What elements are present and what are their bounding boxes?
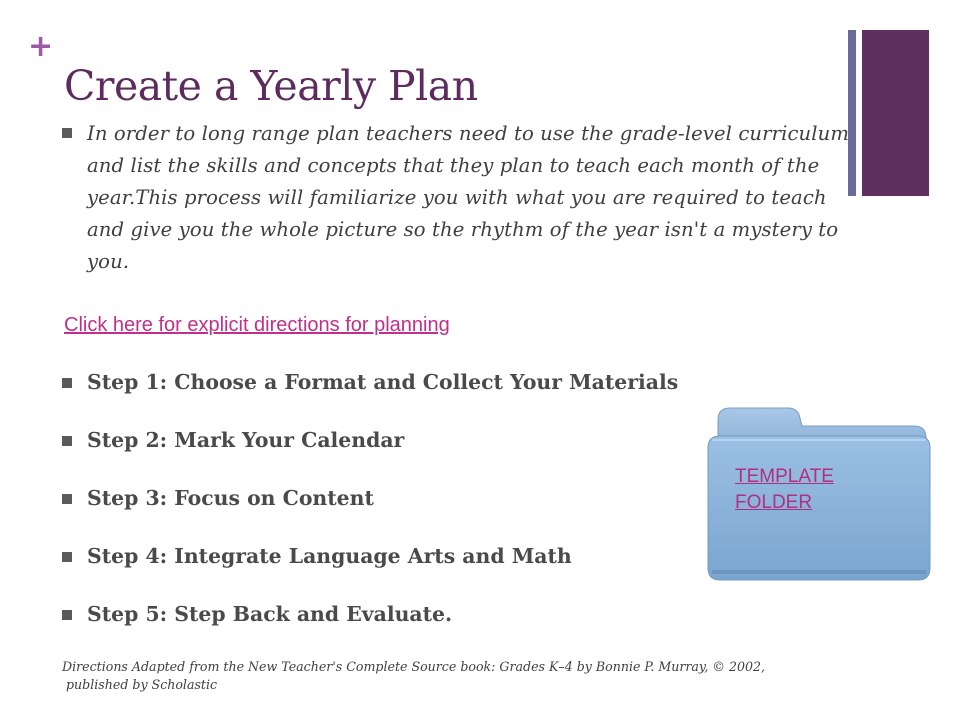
step-label: Step 5: Step Back and Evaluate. [87, 602, 453, 626]
intro-text: In order to long range plan teachers need to use the grade-level curriculum and list the skills and concepts that they plan to teach each month of the year.This process will familiarize you with what you are required to teach and give you the whole picture so the rhythm of the year isn't a mystery to you. [87, 122, 850, 273]
plus-decoration: + [28, 29, 54, 64]
intro-bullet [62, 118, 852, 278]
step-label: Step 4: Integrate Language Arts and Math [87, 544, 572, 568]
bullet-square-icon [62, 552, 72, 562]
folder-label-line1[interactable]: TEMPLATE [735, 466, 834, 487]
source-footnote [62, 658, 862, 694]
footnote-line2: published by Scholastic [66, 677, 218, 692]
directions-link[interactable]: Click here for explicit directions for planning [64, 314, 450, 336]
step-label: Step 1: Choose a Format and Collect Your Materials [87, 370, 679, 394]
bullet-square-icon [62, 128, 72, 138]
bullet-square-icon [62, 610, 72, 620]
bullet-square-icon [62, 378, 72, 388]
folder-label[interactable] [735, 464, 885, 516]
accent-bar-thick [862, 30, 929, 196]
step-label: Step 2: Mark Your Calendar [87, 428, 405, 452]
step-label: Step 3: Focus on Content [87, 486, 374, 510]
list-item [62, 598, 822, 656]
footnote-line1: Directions Adapted from the New Teacher's Complete Source book: Grades K–4 by Bonnie P. Murray, © 2002, [62, 659, 766, 674]
folder-label-line2[interactable]: FOLDER [735, 492, 813, 513]
bullet-square-icon [62, 494, 72, 504]
bullet-square-icon [62, 436, 72, 446]
slide-title: Create a Yearly Plan [64, 62, 478, 110]
template-folder[interactable] [702, 404, 934, 584]
